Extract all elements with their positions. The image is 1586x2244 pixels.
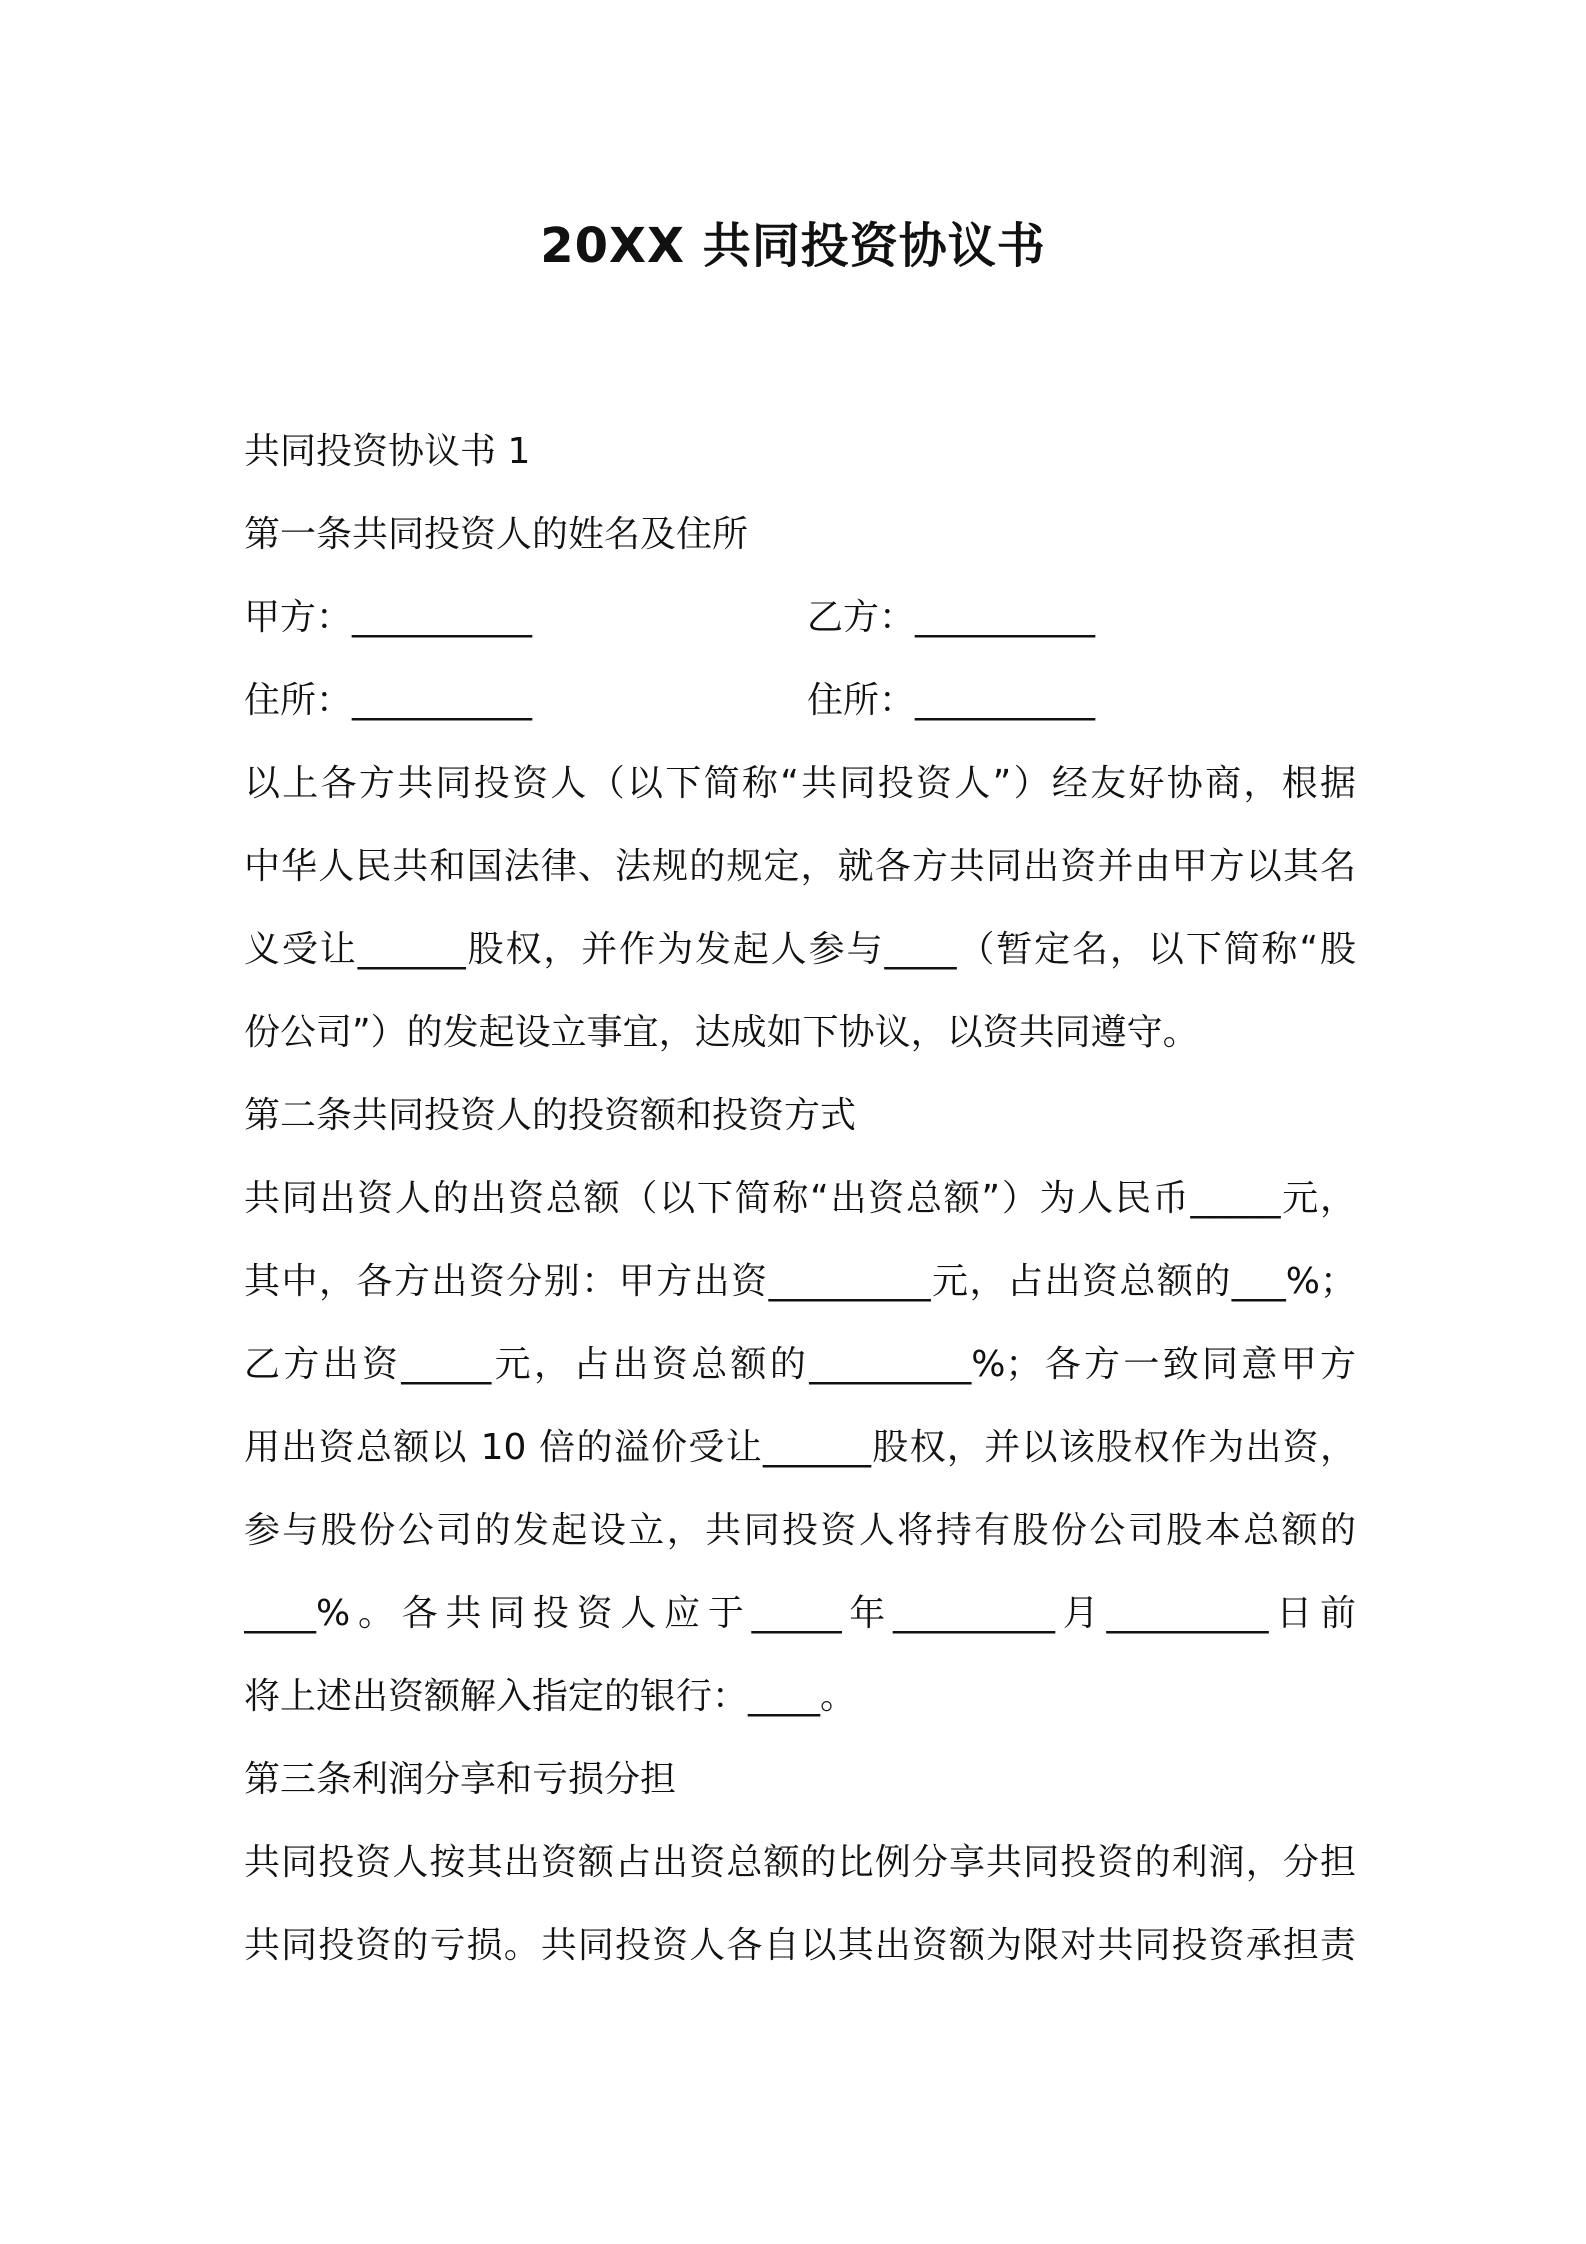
article-3-line: 共同投资人按其出资额占出资总额的比例分享共同投资的利润，分担 bbox=[244, 1842, 1356, 1883]
address-row bbox=[244, 659, 1356, 742]
party-b-field: 乙方：__________ bbox=[807, 597, 1096, 638]
agreement-subtitle: 共同投资协议书 1 bbox=[244, 431, 531, 472]
article-1-line: 以上各方共同投资人（以下简称“共同投资人”）经友好协商，根据 bbox=[244, 763, 1356, 804]
address-a-field: 住所：__________ bbox=[244, 680, 533, 721]
article-1-heading: 第一条共同投资人的姓名及住所 bbox=[244, 514, 749, 555]
article-2-line: 乙方出资_____元，占出资总额的_________%；各方一致同意甲方 bbox=[244, 1344, 1356, 1385]
article-1-line: 份公司”）的发起设立事宜，达成如下协议，以资共同遵守。 bbox=[244, 1012, 1199, 1053]
article-2-line: ____%。各共同投资人应于_____年_________月_________日前 bbox=[244, 1593, 1356, 1634]
article-2-line: 参与股份公司的发起设立，共同投资人将持有股份公司股本总额的 bbox=[244, 1510, 1356, 1551]
article-2-line: 用出资总额以 10 倍的溢价受让______股权，并以该股权作为出资， bbox=[244, 1427, 1356, 1468]
party-row bbox=[244, 576, 1356, 659]
address-b-field: 住所：__________ bbox=[807, 680, 1096, 721]
article-1-line: 中华人民共和国法律、法规的规定，就各方共同出资并由甲方以其名 bbox=[244, 846, 1356, 887]
article-2-line: 共同出资人的出资总额（以下简称“出资总额”）为人民币_____元， bbox=[244, 1178, 1356, 1219]
article-1-line: 义受让______股权，并作为发起人参与____（暂定名，以下简称“股 bbox=[244, 929, 1356, 970]
article-3-heading: 第三条利润分享和亏损分担 bbox=[244, 1759, 677, 1800]
article-2-heading: 第二条共同投资人的投资额和投资方式 bbox=[244, 1095, 857, 1136]
document-title: 20XX 共同投资协议书 bbox=[540, 218, 1046, 274]
party-a-field: 甲方：__________ bbox=[244, 597, 533, 638]
article-2-line: 其中，各方出资分别：甲方出资_________元，占出资总额的___%； bbox=[244, 1261, 1356, 1302]
article-2-line: 将上述出资额解入指定的银行：____。 bbox=[244, 1676, 857, 1717]
document-body bbox=[244, 410, 1356, 1987]
article-3-line: 共同投资的亏损。共同投资人各自以其出资额为限对共同投资承担责 bbox=[244, 1925, 1356, 1966]
